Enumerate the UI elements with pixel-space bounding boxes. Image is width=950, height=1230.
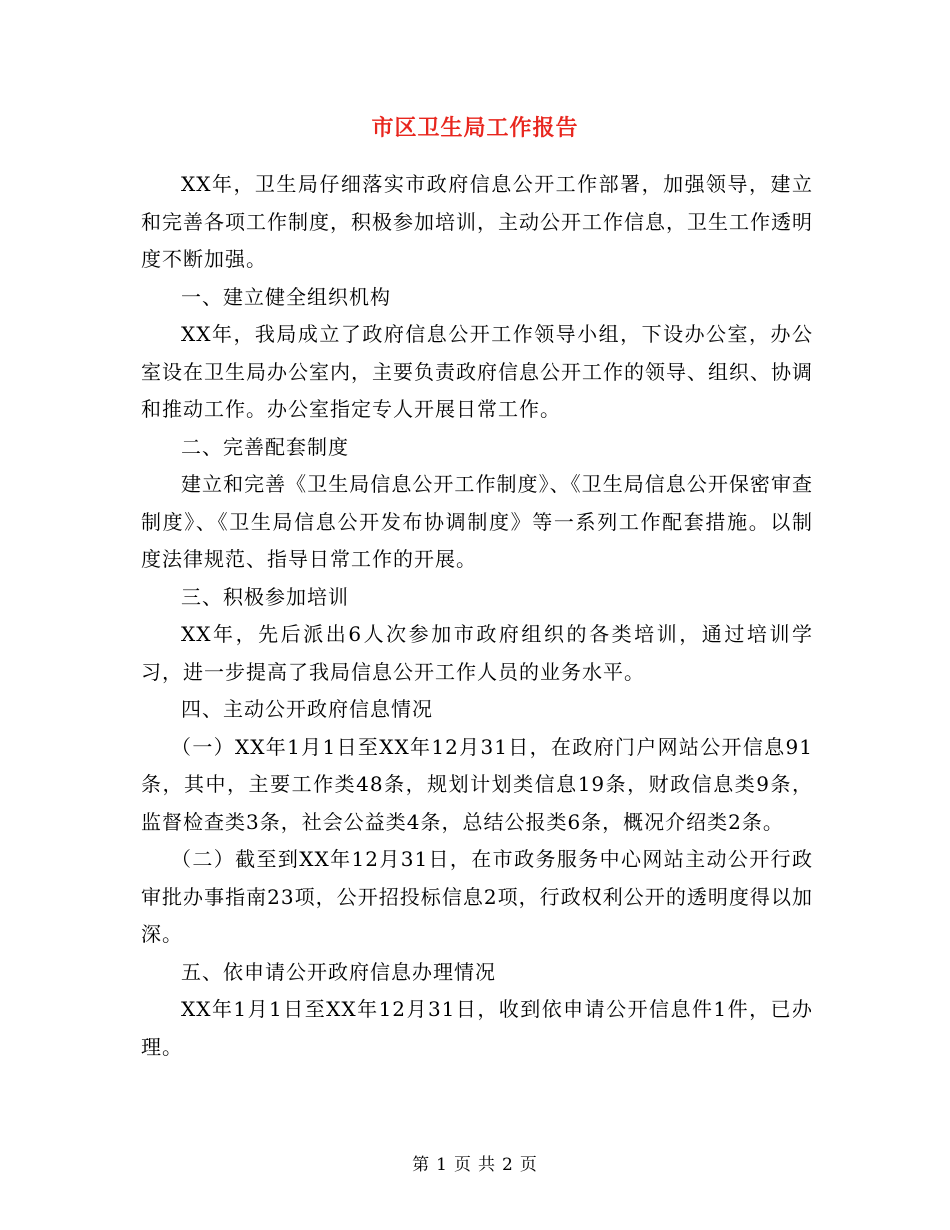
- section-heading: 四、主动公开政府信息情况: [181, 697, 433, 721]
- body-paragraph: 建立和完善《卫生局信息公开工作制度》、《卫生局信息公开保密审查制度》、《卫生局信息公开发布协调制度》等一系列工作配套措施。以制度法律规范、指导日常工作的开展。: [141, 472, 813, 571]
- document-body: [141, 166, 813, 1066]
- page-number-total: 2: [502, 1155, 514, 1175]
- page-number-current: 1: [436, 1155, 448, 1175]
- page-label: 页: [519, 1155, 538, 1175]
- body-paragraph: XX年1月1日至XX年12月31日，收到依申请公开信息件1件，已办理。: [141, 997, 813, 1059]
- page-label: 第: [412, 1155, 431, 1175]
- body-paragraph: （二）截至到XX年12月31日，在市政务服务中心网站主动公开行政审批办事指南23项，公开招投标信息2项，行政权利公开的透明度得以加深。: [141, 847, 813, 946]
- document-title: 市区卫生局工作报告: [371, 115, 579, 141]
- page-label: 页: [454, 1155, 472, 1175]
- body-paragraph: XX年，先后派出6人次参加市政府组织的各类培训，通过培训学习，进一步提高了我局信息公开工作人员的业务水平。: [141, 622, 813, 684]
- section-heading: 三、积极参加培训: [181, 584, 349, 609]
- section-heading: 二、完善配套制度: [181, 434, 349, 459]
- intro-paragraph: XX年，卫生局仔细落实市政府信息公开工作部署，加强领导，建立和完善各项工作制度，积极参加培训，主动公开工作信息，卫生工作透明度不断加强。: [141, 172, 813, 271]
- page-label: 共: [478, 1155, 496, 1175]
- body-paragraph: （一）XX年1月1日至XX年12月31日，在政府门户网站公开信息91条，其中，主要工作类48条，规划计划类信息19条，财政信息类9条，监督检查类3条，社会公益类4条，总结公报类6条，概况介绍类2条。: [141, 734, 813, 834]
- section-heading: 五、依申请公开政府信息办理情况: [181, 959, 496, 984]
- section-heading: 一、建立健全组织机构: [181, 284, 391, 309]
- page-footer: [0, 1153, 950, 1177]
- body-paragraph: XX年，我局成立了政府信息公开工作领导小组，下设办公室，办公室设在卫生局办公室内，主要负责政府信息公开工作的领导、组织、协调和推动工作。办公室指定专人开展日常工作。: [141, 322, 813, 421]
